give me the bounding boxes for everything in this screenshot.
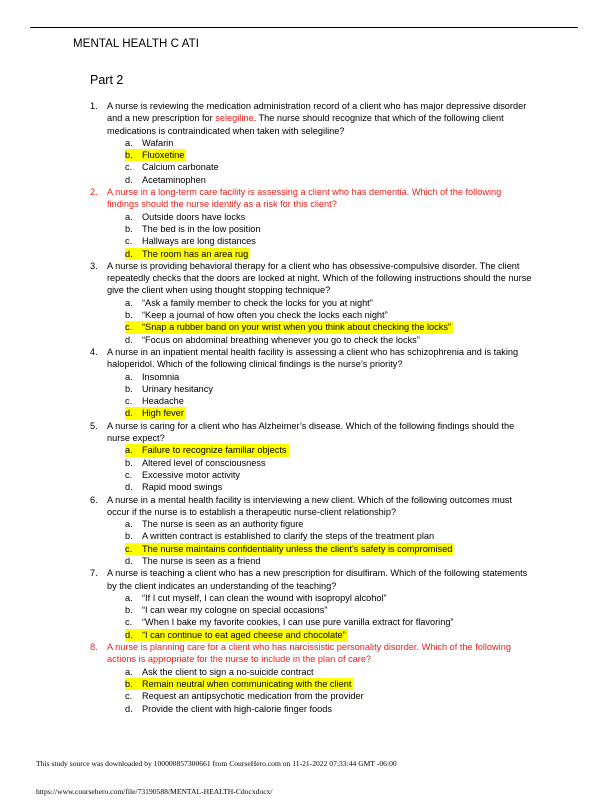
answer-options bbox=[107, 297, 535, 346]
question-text: A nurse is caring for a client who has Alzheimer’s disease. Which of the following findings should the nurse expect? bbox=[107, 420, 515, 444]
option-text: Provide the client with high-calorie finger foods bbox=[142, 703, 332, 714]
answer-option bbox=[125, 383, 535, 395]
option-letter: a. bbox=[125, 519, 133, 530]
answer-option bbox=[125, 223, 535, 235]
option-letter: d. bbox=[125, 629, 142, 641]
question-number: 5. bbox=[90, 420, 98, 431]
option-letter: b. bbox=[125, 605, 133, 616]
option-text: “If I cut myself, I can clean the wound with isopropyl alcohol” bbox=[142, 592, 387, 603]
answer-option-highlighted bbox=[125, 629, 535, 641]
option-text: The nurse is seen as an authority figure bbox=[142, 519, 304, 530]
answer-option bbox=[125, 518, 535, 530]
answer-option bbox=[125, 334, 535, 346]
option-letter: d. bbox=[125, 174, 133, 185]
option-text: Hallways are long distances bbox=[142, 236, 256, 247]
header-rule bbox=[30, 27, 578, 28]
option-text: High fever bbox=[142, 408, 184, 419]
answer-options bbox=[107, 592, 535, 641]
answer-option bbox=[125, 457, 535, 469]
answer-option bbox=[125, 616, 535, 628]
option-letter: d. bbox=[125, 555, 133, 566]
answer-option-highlighted bbox=[125, 407, 535, 419]
option-text: Wafarin bbox=[142, 137, 174, 148]
option-text: Request an antipsychotic medication from the provider bbox=[142, 691, 364, 702]
answer-option bbox=[125, 555, 535, 567]
option-text: Rapid mood swings bbox=[142, 482, 223, 493]
question-number: 8. bbox=[90, 642, 98, 653]
part-heading: Part 2 bbox=[90, 73, 124, 87]
answer-option bbox=[125, 592, 535, 604]
source-url: https://www.coursehero.com/file/73190588/MENTAL-HEALTH-Cdocxdocx/ bbox=[36, 787, 273, 796]
option-letter: c. bbox=[125, 543, 142, 555]
option-letter: c. bbox=[125, 321, 142, 333]
question-item bbox=[90, 494, 535, 568]
question-text: A nurse is reviewing the medication administration record of a client who has major depressive disorder and a new prescription for selegiline. The nurse should recognize that which of the following client medications is contraindicated when taken with selegiline? bbox=[107, 101, 527, 136]
option-text: Headache bbox=[142, 396, 184, 407]
option-letter: a. bbox=[125, 666, 133, 677]
question-list bbox=[90, 100, 535, 715]
option-text: Ask the client to sign a no-suicide contract bbox=[142, 666, 314, 677]
question-text: A nurse is teaching a client who has a new prescription for disulfiram. Which of the following statements by the client indicates an understanding of the teaching? bbox=[107, 568, 528, 591]
answer-options bbox=[107, 137, 535, 186]
option-text: Fluoxetine bbox=[142, 150, 185, 161]
answer-option bbox=[125, 211, 535, 223]
answer-option bbox=[125, 161, 535, 173]
option-text: A written contract is established to clarify the steps of the treatment plan bbox=[142, 531, 435, 542]
option-letter: b. bbox=[125, 383, 133, 394]
option-letter: d. bbox=[125, 248, 142, 260]
option-text: “Focus on abdominal breathing whenever you go to check the locks” bbox=[142, 334, 420, 345]
option-letter: d. bbox=[125, 482, 133, 493]
option-text: “Keep a journal of how often you check the locks each night” bbox=[142, 310, 388, 321]
option-text: Remain neutral when communicating with the client bbox=[142, 678, 352, 689]
answer-option-highlighted bbox=[125, 248, 535, 260]
option-text: The bed is in the low position bbox=[142, 223, 261, 234]
question-text: A nurse is planning care for a client who has narcissistic personality disorder. Which of the following actions is appropriate for the nurse to include in the plan of care? bbox=[107, 642, 511, 665]
question-item bbox=[90, 346, 535, 420]
option-letter: d. bbox=[125, 334, 133, 345]
question-number: 4. bbox=[90, 346, 98, 357]
answer-options bbox=[107, 666, 535, 715]
answer-option-highlighted bbox=[125, 321, 535, 333]
option-text: Failure to recognize familiar objects bbox=[142, 445, 287, 456]
option-text: The nurse maintains confidentiality unless the client’s safety is compromised bbox=[142, 543, 453, 554]
document-title: MENTAL HEALTH C ATI bbox=[73, 38, 200, 50]
option-letter: b. bbox=[125, 531, 133, 542]
question-number: 6. bbox=[90, 494, 98, 505]
option-text: “When I bake my favorite cookies, I can use pure vanilla extract for flavoring” bbox=[142, 617, 454, 628]
option-letter: a. bbox=[125, 592, 133, 603]
answer-options bbox=[107, 211, 535, 260]
option-letter: c. bbox=[125, 162, 133, 173]
question-item bbox=[90, 641, 535, 715]
question-item bbox=[90, 100, 535, 186]
answer-options bbox=[107, 444, 535, 493]
answer-option bbox=[125, 481, 535, 493]
answer-option bbox=[125, 604, 535, 616]
option-text: Insomnia bbox=[142, 371, 180, 382]
download-source-note: This study source was downloaded by 100000857300661 from CourseHero.com on 11-21-2022 07:33:44 GMT -06:00 bbox=[36, 759, 397, 768]
option-letter: a. bbox=[125, 371, 133, 382]
answer-option bbox=[125, 371, 535, 383]
question-number: 7. bbox=[90, 568, 98, 579]
option-letter: a. bbox=[125, 297, 133, 308]
option-text: Acetaminophen bbox=[142, 174, 206, 185]
option-letter: a. bbox=[125, 137, 133, 148]
question-item bbox=[90, 186, 535, 260]
answer-option bbox=[125, 690, 535, 702]
option-text: Excessive motor activity bbox=[142, 469, 241, 480]
answer-option bbox=[125, 297, 535, 309]
answer-option bbox=[125, 137, 535, 149]
option-letter: b. bbox=[125, 223, 133, 234]
option-letter: c. bbox=[125, 469, 133, 480]
answer-option bbox=[125, 703, 535, 715]
option-letter: c. bbox=[125, 691, 133, 702]
question-text: A nurse in a long-term care facility is assessing a client who has dementia. Which of the following findings should the nurse identify as a risk for this client? bbox=[107, 187, 502, 210]
option-letter: a. bbox=[125, 211, 133, 222]
answer-options bbox=[107, 371, 535, 420]
answer-option-highlighted bbox=[125, 678, 535, 690]
question-item bbox=[90, 260, 535, 346]
question-number: 2. bbox=[90, 187, 98, 198]
answer-option-highlighted bbox=[125, 444, 535, 456]
option-text: Outside doors have locks bbox=[142, 211, 246, 222]
answer-option bbox=[125, 530, 535, 542]
option-letter: b. bbox=[125, 310, 133, 321]
answer-option bbox=[125, 174, 535, 186]
option-letter: d. bbox=[125, 703, 133, 714]
option-text: Altered level of consciousness bbox=[142, 457, 266, 468]
question-item bbox=[90, 567, 535, 641]
answer-option bbox=[125, 666, 535, 678]
answer-option bbox=[125, 469, 535, 481]
option-text: “Ask a family member to check the locks for you at night” bbox=[142, 297, 373, 308]
option-text: “Snap a rubber band on your wrist when you think about checking the locks” bbox=[142, 322, 451, 333]
option-text: “I can wear my cologne on special occasions” bbox=[142, 605, 328, 616]
option-letter: b. bbox=[125, 678, 142, 690]
answer-option bbox=[125, 309, 535, 321]
answer-option-highlighted bbox=[125, 149, 535, 161]
option-text: The room has an area rug bbox=[142, 248, 249, 259]
option-text: Calcium carbonate bbox=[142, 162, 219, 173]
question-emphasis: selegiline bbox=[215, 113, 254, 124]
question-item bbox=[90, 420, 535, 494]
question-text: A nurse in a mental health facility is interviewing a new client. Which of the following outcomes must occur if the nurse is to establish a therapeutic nurse-client relationship? bbox=[107, 494, 512, 517]
question-number: 1. bbox=[90, 101, 98, 111]
option-letter: b. bbox=[125, 149, 142, 161]
question-text: A nurse in an inpatient mental health facility is assessing a client who has schizophrenia and is taking haloperidol. Which of the following clinical findings is the nurse’s priority? bbox=[107, 346, 519, 370]
answer-options bbox=[107, 518, 535, 567]
option-letter: b. bbox=[125, 457, 133, 468]
answer-option-highlighted bbox=[125, 543, 535, 555]
answer-option bbox=[125, 395, 535, 407]
option-text: “I can continue to eat aged cheese and chocolate” bbox=[142, 629, 346, 640]
option-text: The nurse is seen as a friend bbox=[142, 555, 261, 566]
option-letter: c. bbox=[125, 236, 133, 247]
option-letter: c. bbox=[125, 396, 133, 407]
option-letter: c. bbox=[125, 617, 133, 628]
option-text: Urinary hesitancy bbox=[142, 383, 213, 394]
answer-option bbox=[125, 235, 535, 247]
question-number: 3. bbox=[90, 260, 98, 271]
option-letter: a. bbox=[125, 444, 142, 456]
option-letter: d. bbox=[125, 407, 142, 419]
question-text: A nurse is providing behavioral therapy for a client who has obsessive-compulsive disorder. The client repeatedly checks that the doors are locked at night. Which of the following instructions should the nurse give the client when using thought stopping technique? bbox=[107, 260, 532, 296]
